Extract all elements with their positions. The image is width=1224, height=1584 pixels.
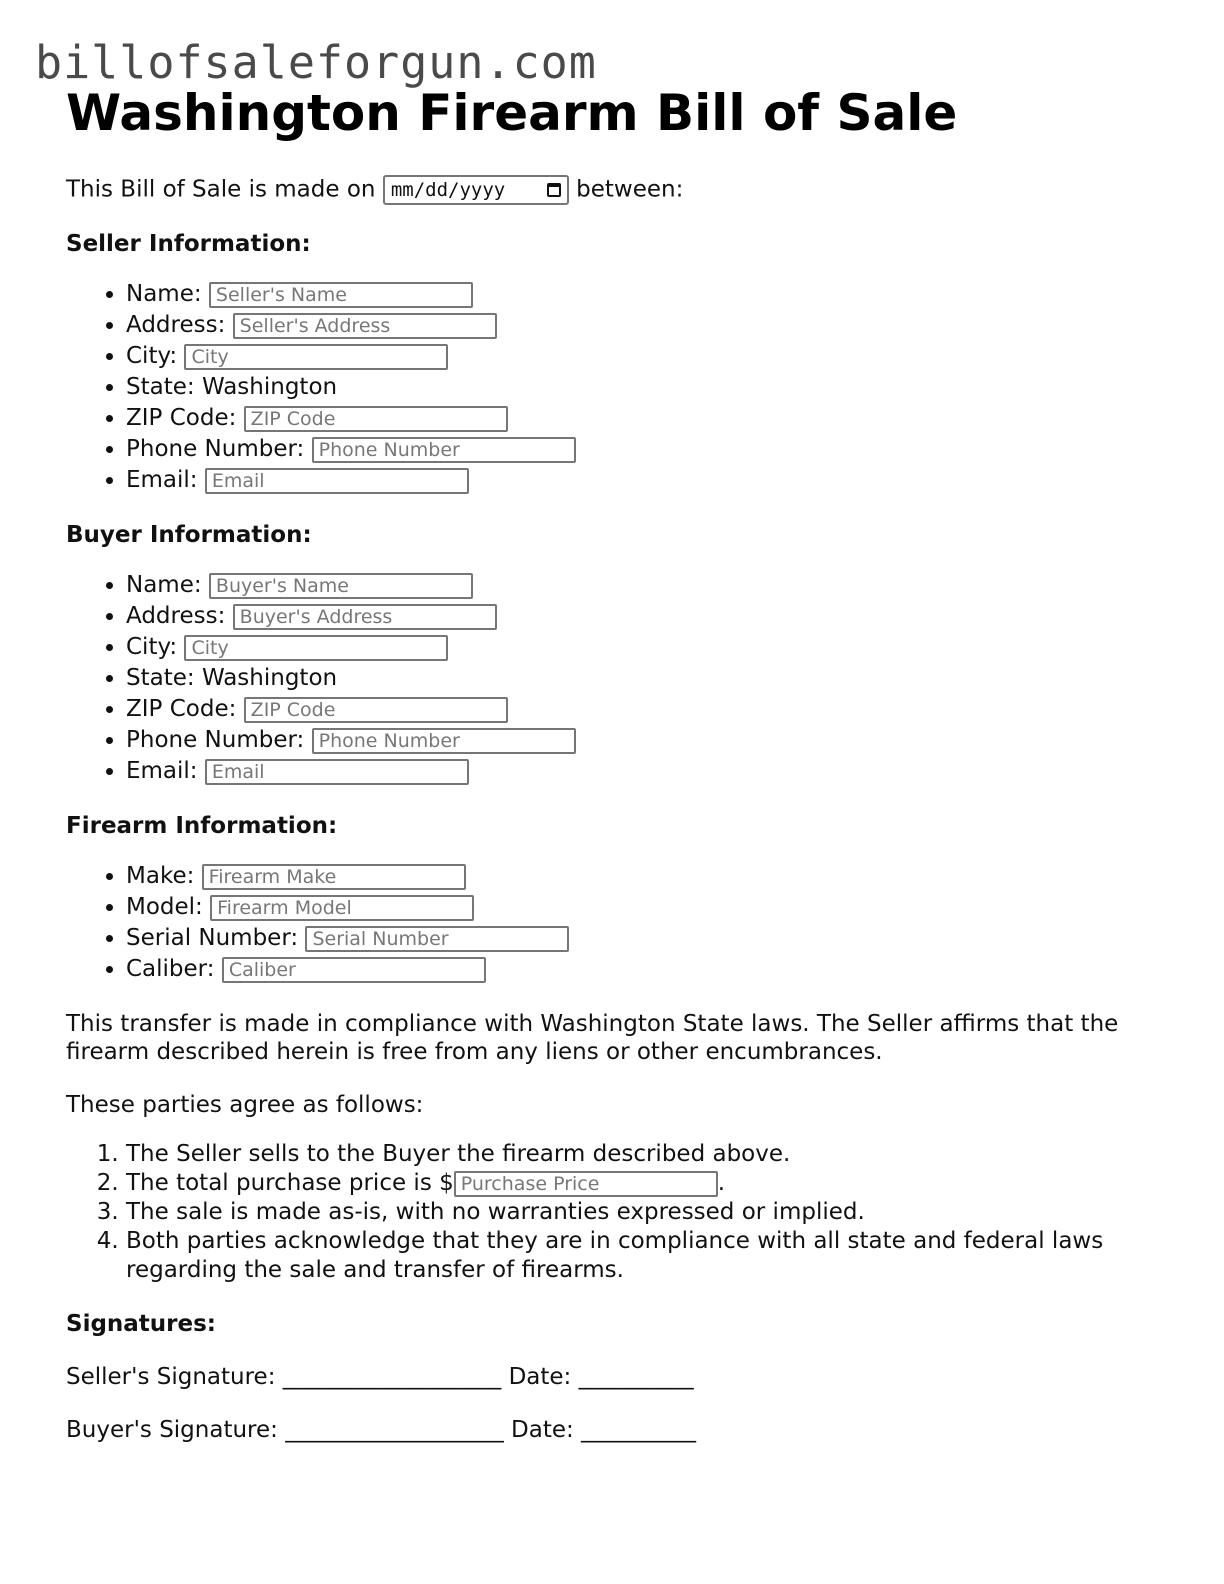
agreement-intro: These parties agree as follows: xyxy=(66,1092,424,1118)
seller-name-label: Name: xyxy=(126,281,202,307)
buyer-zip-input[interactable] xyxy=(244,697,508,723)
buyer-heading: Buyer Information: xyxy=(66,522,312,548)
date-placeholder: mm/dd/yyyy xyxy=(390,179,506,201)
seller-email-label: Email: xyxy=(126,467,198,493)
seller-city-label: City: xyxy=(126,343,178,369)
buyer-email-input[interactable] xyxy=(205,759,469,785)
term-item-3: 3. The sale is made as-is, with no warranties expressed or implied. xyxy=(126,1198,1176,1227)
seller-email-input[interactable] xyxy=(205,468,469,494)
seller-signature-line: Seller's Signature: ___________________ Date: __________ xyxy=(66,1364,694,1390)
seller-heading: Seller Information: xyxy=(66,231,311,257)
buyer-address-input[interactable] xyxy=(233,604,497,630)
buyer-city-input[interactable] xyxy=(184,635,448,661)
list-item xyxy=(126,601,1176,632)
seller-state-text: State: Washington xyxy=(126,374,338,400)
list-item xyxy=(126,861,1176,892)
list-item xyxy=(126,434,1176,465)
bill-of-sale-document xyxy=(66,82,1176,1444)
list-item xyxy=(126,465,1176,496)
firearm-model-input[interactable] xyxy=(210,895,474,921)
firearm-info-list xyxy=(66,861,1176,985)
term-item-4: 4. Both parties acknowledge that they are in compliance with all state and federal laws regarding the sale and transfer of firearms. xyxy=(126,1227,1176,1285)
seller-zip-label: ZIP Code: xyxy=(126,405,237,431)
list-item xyxy=(126,372,1176,403)
seller-zip-input[interactable] xyxy=(244,406,508,432)
buyer-info-list xyxy=(66,570,1176,787)
price-suffix: . xyxy=(717,1170,726,1196)
compliance-paragraph: This transfer is made in compliance with Washington State laws. The Seller affirms that the firearm described herein is free from any liens or other encumbrances. xyxy=(66,1011,1119,1065)
firearm-heading: Firearm Information: xyxy=(66,813,338,839)
firearm-serial-label: Serial Number: xyxy=(126,925,299,951)
list-item xyxy=(126,954,1176,985)
firearm-make-input[interactable] xyxy=(202,864,466,890)
buyer-state-text: State: Washington xyxy=(126,665,338,691)
calendar-icon[interactable] xyxy=(547,183,561,197)
buyer-name-input[interactable] xyxy=(209,573,473,599)
seller-phone-input[interactable] xyxy=(312,437,576,463)
list-item xyxy=(126,341,1176,372)
list-item xyxy=(126,403,1176,434)
buyer-zip-label: ZIP Code: xyxy=(126,696,237,722)
firearm-caliber-label: Caliber: xyxy=(126,956,215,982)
list-item xyxy=(126,310,1176,341)
list-item xyxy=(126,632,1176,663)
seller-address-input[interactable] xyxy=(233,313,497,339)
buyer-phone-label: Phone Number: xyxy=(126,727,305,753)
list-item xyxy=(126,694,1176,725)
list-item xyxy=(126,923,1176,954)
seller-address-label: Address: xyxy=(126,312,226,338)
firearm-serial-input[interactable] xyxy=(305,926,569,952)
price-prefix: The total purchase price is $ xyxy=(126,1170,454,1196)
term-item-2 xyxy=(126,1169,1176,1198)
buyer-email-label: Email: xyxy=(126,758,198,784)
list-item xyxy=(126,725,1176,756)
site-watermark: billofsaleforgun.com xyxy=(35,36,597,89)
page-title: Washington Firearm Bill of Sale xyxy=(66,84,958,142)
buyer-city-label: City: xyxy=(126,634,178,660)
intro-line xyxy=(66,175,1176,205)
seller-name-input[interactable] xyxy=(209,282,473,308)
signatures-heading: Signatures: xyxy=(66,1311,217,1337)
list-item xyxy=(126,570,1176,601)
seller-city-input[interactable] xyxy=(184,344,448,370)
seller-phone-label: Phone Number: xyxy=(126,436,305,462)
firearm-make-label: Make: xyxy=(126,863,195,889)
buyer-signature-line: Buyer's Signature: ___________________ Date: __________ xyxy=(66,1417,697,1443)
firearm-model-label: Model: xyxy=(126,894,203,920)
list-item xyxy=(126,279,1176,310)
seller-info-list xyxy=(66,279,1176,496)
list-item xyxy=(126,756,1176,787)
terms-list xyxy=(66,1140,1176,1285)
list-item xyxy=(126,892,1176,923)
buyer-address-label: Address: xyxy=(126,603,226,629)
intro-suffix: between: xyxy=(576,176,684,203)
list-item xyxy=(126,663,1176,694)
buyer-phone-input[interactable] xyxy=(312,728,576,754)
buyer-name-label: Name: xyxy=(126,572,202,598)
firearm-caliber-input[interactable] xyxy=(222,957,486,983)
term-item-1: 1. The Seller sells to the Buyer the firearm described above. xyxy=(126,1140,1176,1169)
purchase-price-input[interactable] xyxy=(454,1171,718,1197)
intro-prefix: This Bill of Sale is made on xyxy=(66,176,376,203)
sale-date-input[interactable] xyxy=(383,175,569,205)
